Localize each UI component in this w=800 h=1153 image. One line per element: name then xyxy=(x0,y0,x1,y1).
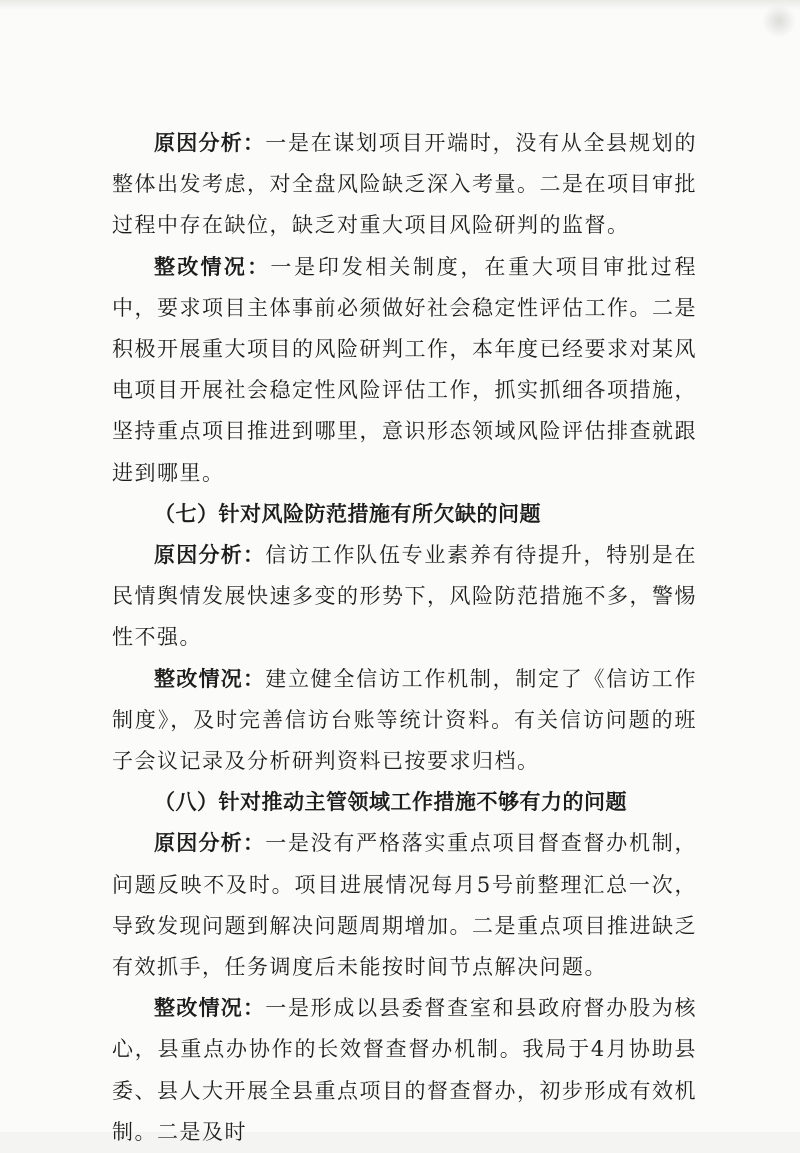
section-heading-7: （七）针对风险防范措施有所欠缺的问题 xyxy=(154,501,541,526)
paragraph-text: 一是没有严格落实重点项目督查督办机制，问题反映不及时。项目进展情况每月5号前整理汇总一次，导致发现问题到解决问题周期增加。二是重点项目推进缺乏有效抓手，任务调度后未能按时间节点解决问题。 xyxy=(112,831,698,980)
paragraph-lead: 原因分析： xyxy=(154,831,266,856)
paragraph-lead: 整改情况： xyxy=(154,666,266,691)
section-heading-8: （八）针对推动主管领域工作措施不够有力的问题 xyxy=(154,790,627,815)
paragraph-rectification-3 xyxy=(112,988,697,1153)
paragraph-text: 信访工作队伍专业素养有待提升，特别是在民情舆情发展快速多变的形势下，风险防范措施不多，警惕性不强。 xyxy=(112,543,698,650)
paragraph-text: 建立健全信访工作机制，制定了《信访工作制度》，及时完善信访台账等统计资料。有关信访问题的班子会议记录及分析研判资料已按要求归档。 xyxy=(112,666,698,774)
paragraph-cause-analysis-2 xyxy=(112,535,697,659)
paragraph-cause-analysis-1 xyxy=(112,123,697,247)
paragraph-rectification-2 xyxy=(112,659,697,783)
paragraph-lead: 原因分析： xyxy=(154,543,266,568)
paragraph-rectification-1 xyxy=(112,247,697,494)
scan-edge-shadow xyxy=(0,0,800,10)
paragraph-cause-analysis-3 xyxy=(112,823,697,988)
document-body xyxy=(112,123,697,1153)
paragraph-text: 一是印发相关制度，在重大项目审批过程中，要求项目主体事前必须做好社会稳定性评估工作。二是积极开展重大项目的风险研判工作，本年度已经要求对某风电项目开展社会稳定性风险评估工作，抓实抓细各项措施，坚持重点项目推进到哪里，意识形态领域风险评估排查就跟进到哪里。 xyxy=(112,254,698,485)
paragraph-text: 一是在谋划项目开端时，没有从全县规划的整体出发考虑，对全盘风险缺乏深入考量。二是在项目审批过程中存在缺位，缺乏对重大项目风险研判的监督。 xyxy=(112,131,698,238)
scan-corner-mark xyxy=(762,4,796,38)
paragraph-lead: 整改情况： xyxy=(154,996,266,1021)
paragraph-lead: 原因分析： xyxy=(154,131,266,155)
paragraph-text: 一是形成以县委督查室和县政府督办股为核心，县重点办协作的长效督查督办机制。我局于4月协助县委、县人大开展全县重点项目的督查督办，初步形成有效机制。二是及时 xyxy=(112,996,698,1144)
paragraph-lead: 整改情况： xyxy=(154,254,271,279)
